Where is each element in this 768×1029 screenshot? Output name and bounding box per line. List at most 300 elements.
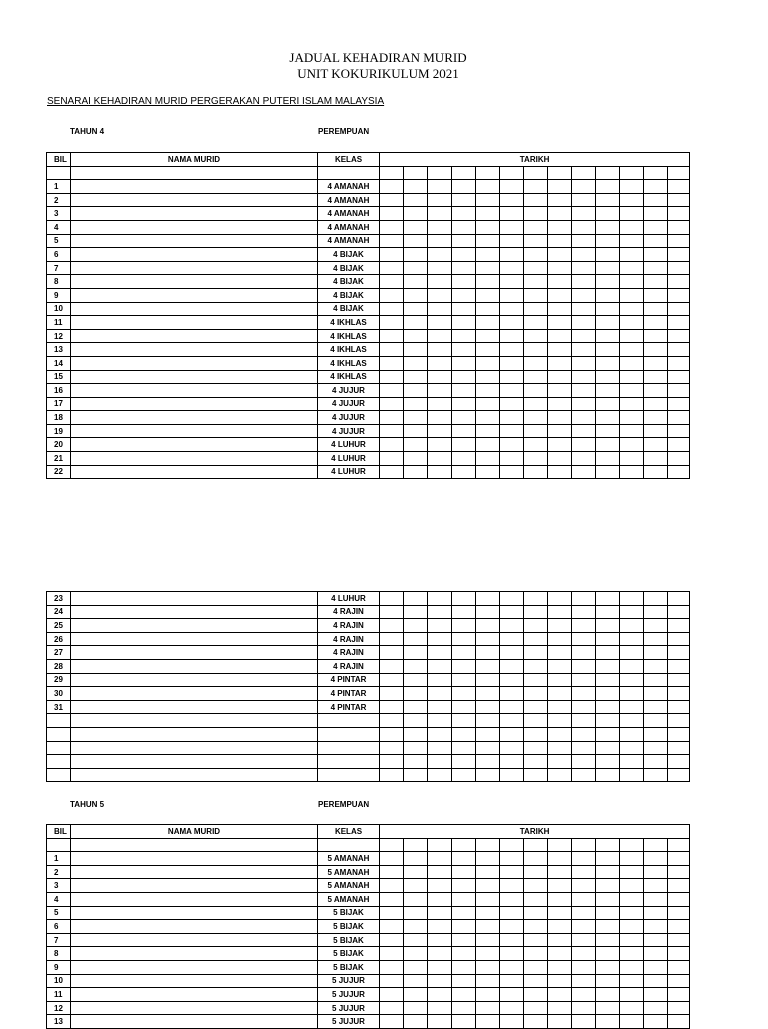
- date-cell[interactable]: [644, 933, 668, 947]
- date-cell[interactable]: [428, 193, 452, 207]
- date-cell[interactable]: [500, 220, 524, 234]
- date-cell[interactable]: [404, 974, 428, 988]
- date-cell[interactable]: [500, 838, 524, 852]
- date-cell[interactable]: [596, 288, 620, 302]
- date-cell[interactable]: [596, 947, 620, 961]
- date-cell[interactable]: [452, 370, 476, 384]
- date-cell[interactable]: [548, 234, 572, 248]
- date-cell[interactable]: [668, 180, 690, 194]
- nama-cell[interactable]: [71, 220, 318, 234]
- date-cell[interactable]: [476, 288, 500, 302]
- date-cell[interactable]: [404, 879, 428, 893]
- date-cell[interactable]: [524, 947, 548, 961]
- date-cell[interactable]: [596, 207, 620, 221]
- date-cell[interactable]: [596, 329, 620, 343]
- nama-cell[interactable]: [71, 879, 318, 893]
- date-cell[interactable]: [548, 207, 572, 221]
- date-cell[interactable]: [668, 1001, 690, 1015]
- date-cell[interactable]: [500, 384, 524, 398]
- date-cell[interactable]: [428, 220, 452, 234]
- date-cell[interactable]: [524, 879, 548, 893]
- date-cell[interactable]: [668, 261, 690, 275]
- date-cell[interactable]: [572, 180, 596, 194]
- nama-cell[interactable]: [71, 892, 318, 906]
- date-cell[interactable]: [548, 248, 572, 262]
- date-cell[interactable]: [380, 659, 404, 673]
- date-cell[interactable]: [596, 755, 620, 769]
- date-cell[interactable]: [620, 727, 644, 741]
- date-cell[interactable]: [644, 302, 668, 316]
- date-cell[interactable]: [500, 316, 524, 330]
- date-cell[interactable]: [404, 906, 428, 920]
- date-cell[interactable]: [644, 920, 668, 934]
- nama-cell[interactable]: [71, 947, 318, 961]
- date-cell[interactable]: [452, 193, 476, 207]
- date-cell[interactable]: [380, 397, 404, 411]
- date-cell[interactable]: [572, 768, 596, 782]
- date-cell[interactable]: [380, 1001, 404, 1015]
- date-cell[interactable]: [476, 261, 500, 275]
- date-cell[interactable]: [620, 1015, 644, 1029]
- date-cell[interactable]: [452, 592, 476, 606]
- date-cell[interactable]: [380, 370, 404, 384]
- date-cell[interactable]: [620, 207, 644, 221]
- date-cell[interactable]: [524, 852, 548, 866]
- date-cell[interactable]: [596, 687, 620, 701]
- date-cell[interactable]: [500, 302, 524, 316]
- date-cell[interactable]: [452, 768, 476, 782]
- date-cell[interactable]: [668, 892, 690, 906]
- date-cell[interactable]: [500, 892, 524, 906]
- date-cell[interactable]: [596, 741, 620, 755]
- date-cell[interactable]: [404, 920, 428, 934]
- nama-cell[interactable]: [71, 1001, 318, 1015]
- date-cell[interactable]: [620, 180, 644, 194]
- date-cell[interactable]: [668, 852, 690, 866]
- date-cell[interactable]: [572, 988, 596, 1002]
- date-cell[interactable]: [452, 632, 476, 646]
- date-cell[interactable]: [428, 755, 452, 769]
- date-cell[interactable]: [524, 592, 548, 606]
- date-cell[interactable]: [404, 1001, 428, 1015]
- date-cell[interactable]: [572, 741, 596, 755]
- date-cell[interactable]: [524, 920, 548, 934]
- date-cell[interactable]: [380, 605, 404, 619]
- date-cell[interactable]: [620, 220, 644, 234]
- date-cell[interactable]: [668, 755, 690, 769]
- date-cell[interactable]: [524, 906, 548, 920]
- date-cell[interactable]: [548, 714, 572, 728]
- date-cell[interactable]: [476, 619, 500, 633]
- date-cell[interactable]: [668, 632, 690, 646]
- date-cell[interactable]: [404, 659, 428, 673]
- date-cell[interactable]: [500, 397, 524, 411]
- date-cell[interactable]: [428, 592, 452, 606]
- nama-cell[interactable]: [71, 700, 318, 714]
- date-cell[interactable]: [404, 302, 428, 316]
- date-cell[interactable]: [452, 714, 476, 728]
- date-cell[interactable]: [596, 659, 620, 673]
- date-cell[interactable]: [644, 727, 668, 741]
- nama-cell[interactable]: [71, 343, 318, 357]
- date-cell[interactable]: [548, 988, 572, 1002]
- date-cell[interactable]: [548, 288, 572, 302]
- date-cell[interactable]: [596, 673, 620, 687]
- date-cell[interactable]: [428, 988, 452, 1002]
- date-cell[interactable]: [548, 960, 572, 974]
- date-cell[interactable]: [380, 619, 404, 633]
- date-cell[interactable]: [476, 465, 500, 479]
- date-cell[interactable]: [428, 261, 452, 275]
- date-cell[interactable]: [500, 906, 524, 920]
- date-cell[interactable]: [596, 166, 620, 180]
- date-cell[interactable]: [572, 397, 596, 411]
- date-cell[interactable]: [476, 248, 500, 262]
- date-cell[interactable]: [548, 356, 572, 370]
- date-cell[interactable]: [524, 438, 548, 452]
- date-cell[interactable]: [524, 166, 548, 180]
- date-cell[interactable]: [668, 673, 690, 687]
- date-cell[interactable]: [620, 605, 644, 619]
- date-cell[interactable]: [620, 988, 644, 1002]
- date-cell[interactable]: [500, 1001, 524, 1015]
- date-cell[interactable]: [476, 424, 500, 438]
- date-cell[interactable]: [404, 700, 428, 714]
- date-cell[interactable]: [476, 329, 500, 343]
- date-cell[interactable]: [596, 452, 620, 466]
- date-cell[interactable]: [428, 838, 452, 852]
- nama-cell[interactable]: [71, 384, 318, 398]
- date-cell[interactable]: [548, 619, 572, 633]
- date-cell[interactable]: [620, 933, 644, 947]
- date-cell[interactable]: [500, 288, 524, 302]
- nama-cell[interactable]: [71, 288, 318, 302]
- date-cell[interactable]: [452, 755, 476, 769]
- date-cell[interactable]: [596, 892, 620, 906]
- date-cell[interactable]: [404, 384, 428, 398]
- date-cell[interactable]: [548, 659, 572, 673]
- date-cell[interactable]: [620, 1001, 644, 1015]
- date-cell[interactable]: [428, 920, 452, 934]
- date-cell[interactable]: [668, 646, 690, 660]
- date-cell[interactable]: [668, 193, 690, 207]
- date-cell[interactable]: [620, 646, 644, 660]
- date-cell[interactable]: [620, 193, 644, 207]
- date-cell[interactable]: [548, 646, 572, 660]
- date-cell[interactable]: [452, 248, 476, 262]
- date-cell[interactable]: [452, 1015, 476, 1029]
- date-cell[interactable]: [596, 619, 620, 633]
- date-cell[interactable]: [524, 288, 548, 302]
- date-cell[interactable]: [380, 974, 404, 988]
- date-cell[interactable]: [620, 852, 644, 866]
- date-cell[interactable]: [380, 852, 404, 866]
- date-cell[interactable]: [620, 438, 644, 452]
- date-cell[interactable]: [380, 755, 404, 769]
- date-cell[interactable]: [644, 687, 668, 701]
- date-cell[interactable]: [572, 424, 596, 438]
- date-cell[interactable]: [500, 356, 524, 370]
- date-cell[interactable]: [500, 592, 524, 606]
- date-cell[interactable]: [668, 1015, 690, 1029]
- date-cell[interactable]: [620, 687, 644, 701]
- date-cell[interactable]: [380, 646, 404, 660]
- date-cell[interactable]: [404, 193, 428, 207]
- date-cell[interactable]: [380, 687, 404, 701]
- date-cell[interactable]: [596, 370, 620, 384]
- date-cell[interactable]: [572, 356, 596, 370]
- date-cell[interactable]: [428, 933, 452, 947]
- date-cell[interactable]: [620, 755, 644, 769]
- date-cell[interactable]: [452, 424, 476, 438]
- date-cell[interactable]: [572, 234, 596, 248]
- date-cell[interactable]: [452, 605, 476, 619]
- date-cell[interactable]: [452, 356, 476, 370]
- date-cell[interactable]: [452, 892, 476, 906]
- date-cell[interactable]: [644, 755, 668, 769]
- date-cell[interactable]: [404, 370, 428, 384]
- nama-cell[interactable]: [71, 646, 318, 660]
- date-cell[interactable]: [548, 974, 572, 988]
- date-cell[interactable]: [668, 465, 690, 479]
- date-cell[interactable]: [380, 1015, 404, 1029]
- date-cell[interactable]: [500, 166, 524, 180]
- date-cell[interactable]: [452, 960, 476, 974]
- date-cell[interactable]: [620, 275, 644, 289]
- date-cell[interactable]: [404, 632, 428, 646]
- date-cell[interactable]: [548, 1015, 572, 1029]
- date-cell[interactable]: [380, 261, 404, 275]
- date-cell[interactable]: [644, 947, 668, 961]
- date-cell[interactable]: [404, 166, 428, 180]
- date-cell[interactable]: [596, 261, 620, 275]
- date-cell[interactable]: [500, 424, 524, 438]
- date-cell[interactable]: [620, 166, 644, 180]
- date-cell[interactable]: [500, 687, 524, 701]
- date-cell[interactable]: [668, 452, 690, 466]
- date-cell[interactable]: [572, 687, 596, 701]
- nama-cell[interactable]: [71, 411, 318, 425]
- date-cell[interactable]: [620, 452, 644, 466]
- date-cell[interactable]: [620, 892, 644, 906]
- date-cell[interactable]: [476, 920, 500, 934]
- date-cell[interactable]: [404, 397, 428, 411]
- date-cell[interactable]: [644, 852, 668, 866]
- date-cell[interactable]: [524, 741, 548, 755]
- nama-cell[interactable]: [71, 960, 318, 974]
- date-cell[interactable]: [476, 852, 500, 866]
- date-cell[interactable]: [620, 700, 644, 714]
- date-cell[interactable]: [644, 768, 668, 782]
- date-cell[interactable]: [404, 452, 428, 466]
- date-cell[interactable]: [428, 384, 452, 398]
- nama-cell[interactable]: [71, 852, 318, 866]
- date-cell[interactable]: [668, 316, 690, 330]
- date-cell[interactable]: [476, 275, 500, 289]
- date-cell[interactable]: [476, 411, 500, 425]
- date-cell[interactable]: [428, 424, 452, 438]
- date-cell[interactable]: [668, 343, 690, 357]
- date-cell[interactable]: [620, 343, 644, 357]
- date-cell[interactable]: [620, 261, 644, 275]
- date-cell[interactable]: [548, 384, 572, 398]
- date-cell[interactable]: [572, 166, 596, 180]
- date-cell[interactable]: [548, 193, 572, 207]
- nama-cell[interactable]: [71, 906, 318, 920]
- date-cell[interactable]: [524, 619, 548, 633]
- date-cell[interactable]: [428, 397, 452, 411]
- date-cell[interactable]: [428, 166, 452, 180]
- date-cell[interactable]: [500, 452, 524, 466]
- date-cell[interactable]: [548, 632, 572, 646]
- date-cell[interactable]: [524, 329, 548, 343]
- date-cell[interactable]: [476, 166, 500, 180]
- date-cell[interactable]: [500, 960, 524, 974]
- date-cell[interactable]: [548, 397, 572, 411]
- date-cell[interactable]: [524, 960, 548, 974]
- date-cell[interactable]: [380, 673, 404, 687]
- date-cell[interactable]: [476, 1015, 500, 1029]
- date-cell[interactable]: [428, 605, 452, 619]
- nama-cell[interactable]: [71, 727, 318, 741]
- date-cell[interactable]: [404, 234, 428, 248]
- nama-cell[interactable]: [71, 619, 318, 633]
- date-cell[interactable]: [644, 838, 668, 852]
- date-cell[interactable]: [668, 619, 690, 633]
- date-cell[interactable]: [620, 248, 644, 262]
- date-cell[interactable]: [524, 193, 548, 207]
- date-cell[interactable]: [524, 659, 548, 673]
- date-cell[interactable]: [380, 329, 404, 343]
- date-cell[interactable]: [524, 768, 548, 782]
- date-cell[interactable]: [596, 879, 620, 893]
- date-cell[interactable]: [404, 741, 428, 755]
- date-cell[interactable]: [452, 727, 476, 741]
- date-cell[interactable]: [380, 879, 404, 893]
- date-cell[interactable]: [404, 865, 428, 879]
- date-cell[interactable]: [668, 220, 690, 234]
- date-cell[interactable]: [500, 646, 524, 660]
- date-cell[interactable]: [548, 275, 572, 289]
- date-cell[interactable]: [452, 741, 476, 755]
- date-cell[interactable]: [644, 452, 668, 466]
- date-cell[interactable]: [524, 207, 548, 221]
- date-cell[interactable]: [572, 411, 596, 425]
- date-cell[interactable]: [668, 700, 690, 714]
- date-cell[interactable]: [380, 275, 404, 289]
- date-cell[interactable]: [476, 356, 500, 370]
- date-cell[interactable]: [428, 768, 452, 782]
- date-cell[interactable]: [452, 947, 476, 961]
- date-cell[interactable]: [500, 619, 524, 633]
- date-cell[interactable]: [380, 920, 404, 934]
- date-cell[interactable]: [404, 438, 428, 452]
- date-cell[interactable]: [668, 605, 690, 619]
- date-cell[interactable]: [404, 768, 428, 782]
- date-cell[interactable]: [548, 768, 572, 782]
- date-cell[interactable]: [452, 288, 476, 302]
- date-cell[interactable]: [428, 687, 452, 701]
- date-cell[interactable]: [404, 714, 428, 728]
- date-cell[interactable]: [380, 632, 404, 646]
- nama-cell[interactable]: [71, 974, 318, 988]
- date-cell[interactable]: [668, 714, 690, 728]
- date-cell[interactable]: [644, 411, 668, 425]
- date-cell[interactable]: [404, 687, 428, 701]
- nama-cell[interactable]: [71, 261, 318, 275]
- date-cell[interactable]: [524, 316, 548, 330]
- date-cell[interactable]: [668, 329, 690, 343]
- date-cell[interactable]: [476, 302, 500, 316]
- date-cell[interactable]: [548, 438, 572, 452]
- date-cell[interactable]: [644, 960, 668, 974]
- date-cell[interactable]: [572, 288, 596, 302]
- date-cell[interactable]: [620, 960, 644, 974]
- date-cell[interactable]: [548, 411, 572, 425]
- date-cell[interactable]: [620, 370, 644, 384]
- date-cell[interactable]: [500, 673, 524, 687]
- date-cell[interactable]: [524, 343, 548, 357]
- date-cell[interactable]: [572, 275, 596, 289]
- date-cell[interactable]: [476, 234, 500, 248]
- date-cell[interactable]: [428, 438, 452, 452]
- date-cell[interactable]: [572, 960, 596, 974]
- date-cell[interactable]: [596, 714, 620, 728]
- date-cell[interactable]: [380, 865, 404, 879]
- date-cell[interactable]: [380, 452, 404, 466]
- date-cell[interactable]: [596, 920, 620, 934]
- date-cell[interactable]: [620, 384, 644, 398]
- date-cell[interactable]: [572, 755, 596, 769]
- date-cell[interactable]: [644, 619, 668, 633]
- date-cell[interactable]: [380, 193, 404, 207]
- date-cell[interactable]: [524, 261, 548, 275]
- date-cell[interactable]: [500, 852, 524, 866]
- date-cell[interactable]: [428, 714, 452, 728]
- date-cell[interactable]: [476, 687, 500, 701]
- date-cell[interactable]: [644, 906, 668, 920]
- date-cell[interactable]: [500, 920, 524, 934]
- date-cell[interactable]: [452, 838, 476, 852]
- date-cell[interactable]: [644, 397, 668, 411]
- date-cell[interactable]: [452, 687, 476, 701]
- date-cell[interactable]: [476, 892, 500, 906]
- nama-cell[interactable]: [71, 865, 318, 879]
- date-cell[interactable]: [500, 370, 524, 384]
- date-cell[interactable]: [644, 438, 668, 452]
- date-cell[interactable]: [428, 411, 452, 425]
- date-cell[interactable]: [500, 974, 524, 988]
- date-cell[interactable]: [572, 193, 596, 207]
- date-cell[interactable]: [428, 1001, 452, 1015]
- date-cell[interactable]: [548, 316, 572, 330]
- date-cell[interactable]: [500, 180, 524, 194]
- date-cell[interactable]: [668, 906, 690, 920]
- date-cell[interactable]: [620, 329, 644, 343]
- date-cell[interactable]: [548, 343, 572, 357]
- date-cell[interactable]: [644, 714, 668, 728]
- date-cell[interactable]: [500, 343, 524, 357]
- date-cell[interactable]: [524, 632, 548, 646]
- date-cell[interactable]: [404, 755, 428, 769]
- date-cell[interactable]: [668, 592, 690, 606]
- date-cell[interactable]: [428, 234, 452, 248]
- date-cell[interactable]: [476, 768, 500, 782]
- date-cell[interactable]: [644, 879, 668, 893]
- date-cell[interactable]: [476, 960, 500, 974]
- date-cell[interactable]: [524, 755, 548, 769]
- date-cell[interactable]: [668, 207, 690, 221]
